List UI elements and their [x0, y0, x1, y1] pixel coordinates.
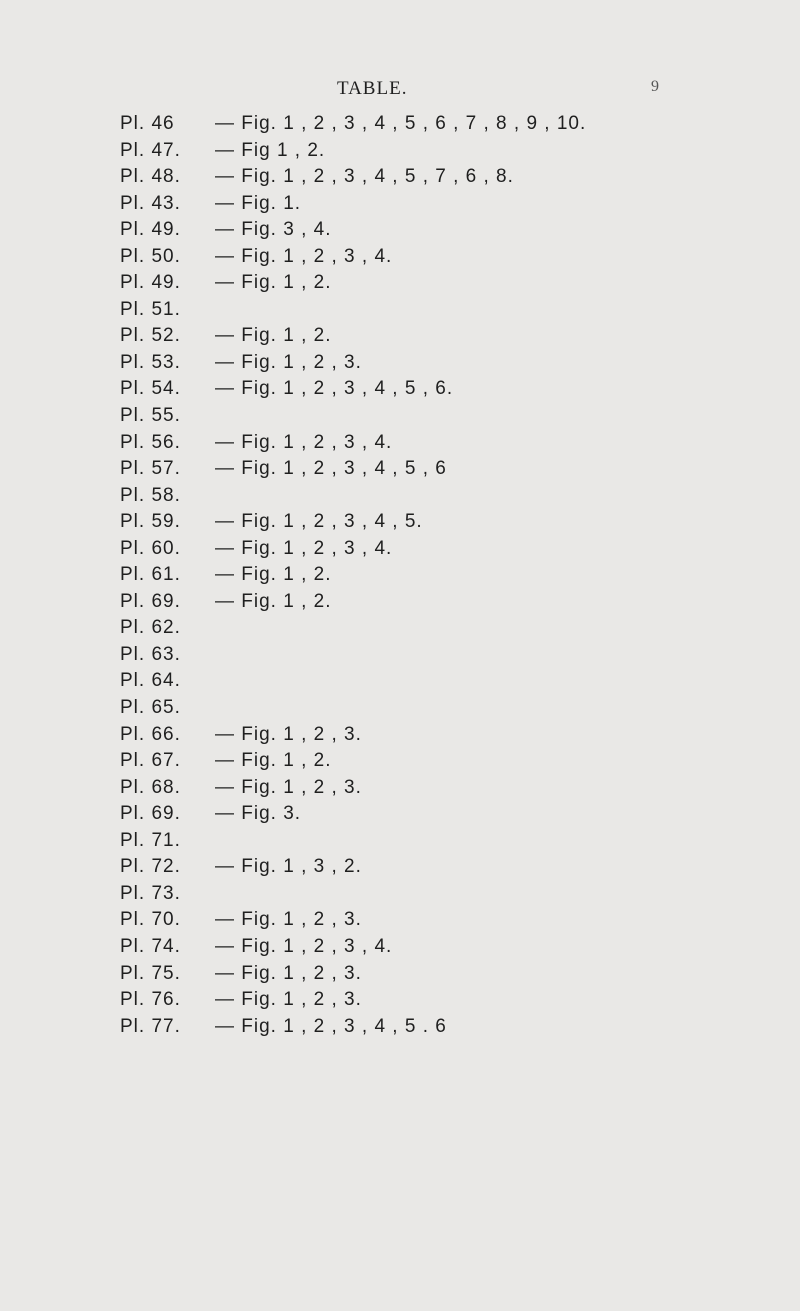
- figure-list: — Fig. 1 , 2 , 3 , 4 , 5 , 6 , 7 , 8 , 9 , 10.: [215, 113, 587, 134]
- plate-label: Pl. 64.: [120, 670, 181, 692]
- plate-label: Pl. 55.: [120, 405, 181, 427]
- table-row: [120, 986, 780, 1013]
- table-row: [120, 694, 780, 721]
- table-row: [120, 827, 780, 854]
- table-row: [120, 1013, 780, 1040]
- table-row: [120, 588, 780, 615]
- figure-list: — Fig. 1 , 2.: [215, 564, 332, 586]
- plate-label: Pl. 54.: [120, 378, 181, 400]
- figure-list: — Fig. 1 , 2.: [215, 325, 332, 347]
- table-row: [120, 269, 780, 296]
- plate-label: Pl. 58.: [120, 484, 181, 506]
- plate-label: Pl. 75.: [120, 962, 181, 984]
- plate-label: Pl. 61.: [120, 564, 181, 586]
- plate-label: Pl. 66.: [120, 723, 181, 745]
- figure-list: — Fig. 1 , 2 , 3 , 4 , 5 , 6: [215, 458, 447, 480]
- table-row: [120, 402, 780, 429]
- figure-list: — Fig. 3 , 4.: [215, 219, 332, 241]
- table-row: [120, 721, 780, 748]
- plate-label: Pl. 51.: [120, 298, 181, 320]
- plate-label: Pl. 74.: [120, 935, 181, 957]
- plate-label: Pl. 59.: [120, 511, 181, 533]
- table-row: [120, 774, 780, 801]
- table-row: [120, 960, 780, 987]
- figure-list: — Fig. 1 , 2 , 3 , 4 , 5.: [215, 511, 423, 533]
- plate-label: Pl. 52.: [120, 325, 181, 347]
- plate-label: Pl. 49.: [120, 272, 181, 294]
- table-row: [120, 906, 780, 933]
- table-row: [120, 482, 780, 509]
- plate-label: Pl. 56.: [120, 431, 181, 453]
- figure-list: — Fig. 1 , 2 , 3 , 4.: [215, 431, 393, 453]
- table-row: [120, 163, 780, 190]
- plate-label: Pl. 43.: [120, 192, 181, 214]
- plate-label: Pl. 49.: [120, 219, 181, 241]
- running-title: TABLE.: [337, 78, 408, 99]
- table-row: [120, 641, 780, 668]
- figure-list: — Fig. 1 , 2 , 3 , 4 , 5 . 6: [215, 1015, 447, 1037]
- plate-label: Pl. 47.: [120, 139, 181, 161]
- plate-label: Pl. 76.: [120, 989, 181, 1011]
- figure-list: — Fig. 1 , 2 , 3.: [215, 989, 362, 1011]
- plate-label: Pl. 53.: [120, 351, 181, 373]
- plate-index-table: [120, 110, 780, 1039]
- plate-label: Pl. 50.: [120, 245, 181, 267]
- plate-label: Pl. 62.: [120, 617, 181, 639]
- figure-list: — Fig. 1 , 2 , 3 , 4 , 5 , 7 , 6 , 8.: [215, 166, 514, 188]
- plate-label: Pl. 48.: [120, 166, 181, 188]
- table-row: [120, 880, 780, 907]
- table-row: [120, 349, 780, 376]
- table-row: [120, 322, 780, 349]
- plate-label: Pl. 72.: [120, 856, 181, 878]
- plate-label: Pl. 70.: [120, 909, 181, 931]
- table-row: [120, 800, 780, 827]
- table-row: [120, 853, 780, 880]
- figure-list: — Fig 1 , 2.: [215, 139, 326, 161]
- plate-label: Pl. 77.: [120, 1015, 181, 1037]
- plate-label: Pl. 67.: [120, 750, 181, 772]
- plate-label: Pl. 46: [120, 113, 175, 134]
- table-row: [120, 561, 780, 588]
- figure-list: — Fig. 1 , 2 , 3 , 4.: [215, 935, 393, 957]
- table-row: [120, 614, 780, 641]
- plate-label: Pl. 57.: [120, 458, 181, 480]
- table-row: [120, 216, 780, 243]
- table-row: [120, 110, 780, 137]
- table-row: [120, 429, 780, 456]
- page-header: [0, 78, 800, 108]
- figure-list: — Fig. 1 , 2 , 3 , 4 , 5 , 6.: [215, 378, 454, 400]
- table-row: [120, 455, 780, 482]
- figure-list: — Fig. 1 , 2 , 3 , 4.: [215, 245, 393, 267]
- table-row: [120, 243, 780, 270]
- figure-list: — Fig. 3.: [215, 803, 302, 825]
- table-row: [120, 508, 780, 535]
- figure-list: — Fig. 1 , 2.: [215, 590, 332, 612]
- plate-label: Pl. 60.: [120, 537, 181, 559]
- figure-list: — Fig. 1 , 2 , 3.: [215, 351, 362, 373]
- table-row: [120, 667, 780, 694]
- plate-label: Pl. 68.: [120, 776, 181, 798]
- figure-list: — Fig. 1 , 2 , 3.: [215, 962, 362, 984]
- plate-label: Pl. 73.: [120, 882, 181, 904]
- figure-list: — Fig. 1 , 2 , 3.: [215, 723, 362, 745]
- plate-label: Pl. 65.: [120, 697, 181, 719]
- plate-label: Pl. 71.: [120, 829, 181, 851]
- figure-list: — Fig. 1 , 2 , 3.: [215, 776, 362, 798]
- figure-list: — Fig. 1 , 3 , 2.: [215, 856, 362, 878]
- plate-label: Pl. 69.: [120, 590, 181, 612]
- figure-list: — Fig. 1 , 2.: [215, 272, 332, 294]
- table-row: [120, 535, 780, 562]
- plate-label: Pl. 69.: [120, 803, 181, 825]
- figure-list: — Fig. 1.: [215, 192, 302, 214]
- plate-label: Pl. 63.: [120, 643, 181, 665]
- table-row: [120, 296, 780, 323]
- figure-list: — Fig. 1 , 2 , 3.: [215, 909, 362, 931]
- table-row: [120, 933, 780, 960]
- figure-list: — Fig. 1 , 2.: [215, 750, 332, 772]
- table-row: [120, 747, 780, 774]
- table-row: [120, 137, 780, 164]
- table-row: [120, 190, 780, 217]
- figure-list: — Fig. 1 , 2 , 3 , 4.: [215, 537, 393, 559]
- table-row: [120, 375, 780, 402]
- page-number: 9: [651, 78, 659, 95]
